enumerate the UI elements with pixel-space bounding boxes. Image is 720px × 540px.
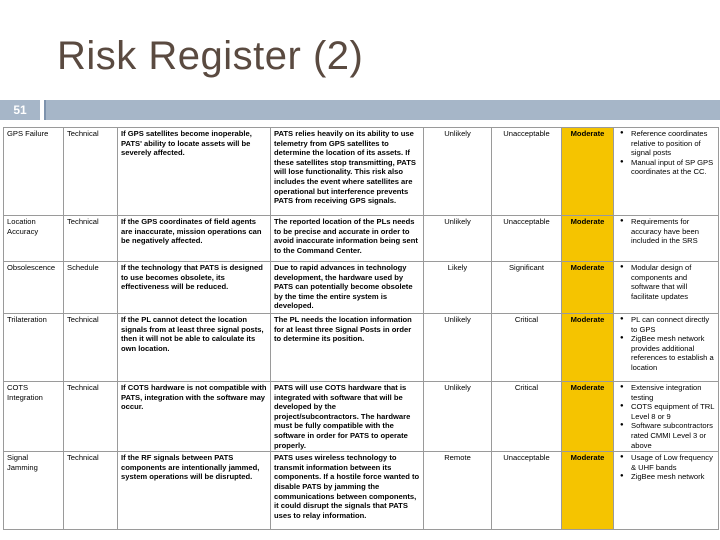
- risk-condition-cell: If the technology that PATS is designed to use becomes obsolete, its effectiveness will be reduced.: [118, 262, 271, 314]
- risk-row: [4, 314, 719, 382]
- risk-impact-cell: Significant: [492, 262, 562, 314]
- risk-consequence-cell: PATS will use COTS hardware that is integrated with software that will be developed by the project/subcontractors. The hardware must be fully compatible with the software in order for PATS to operate properly.: [271, 382, 424, 452]
- risk-impact-cell: Unacceptable: [492, 128, 562, 216]
- risk-mitigation-cell: [614, 216, 719, 262]
- risk-consequence-cell: Due to rapid advances in technology development, the hardware used by PATS can potentially become obsolete by the time the entire system is developed.: [271, 262, 424, 314]
- risk-category-cell: Technical: [64, 382, 118, 452]
- risk-level-cell: Moderate: [562, 452, 614, 530]
- risk-name-cell: Obsolescence: [4, 262, 64, 314]
- mitigation-item: ● Manual input of SP GPS coordinates at the CC.: [631, 158, 715, 177]
- risk-condition-cell: If COTS hardware is not compatible with PATS, integration with the software may occur.: [118, 382, 271, 452]
- risk-level-cell: Moderate: [562, 128, 614, 216]
- risk-name-cell: Signal Jamming: [4, 452, 64, 530]
- risk-category-cell: Technical: [64, 314, 118, 382]
- risk-row: [4, 382, 719, 452]
- mitigation-item: ● Usage of Low frequency & UHF bands: [631, 453, 715, 472]
- risk-impact-cell: Unacceptable: [492, 216, 562, 262]
- risk-mitigation-cell: [614, 314, 719, 382]
- risk-consequence-cell: The reported location of the PLs needs to be precise and accurate in order to avoid inaccurate information being sent to the Command Center.: [271, 216, 424, 262]
- mitigation-item: ● Requirements for accuracy have been included in the SRS: [631, 217, 715, 246]
- mitigation-list: [617, 129, 715, 177]
- risk-condition-cell: If GPS satellites become inoperable, PATS' ability to locate assets will be severely affected.: [118, 128, 271, 216]
- risk-level-cell: Moderate: [562, 262, 614, 314]
- risk-condition-cell: If the RF signals between PATS components are intentionally jammed, system operations will be disrupted.: [118, 452, 271, 530]
- risk-mitigation-cell: [614, 128, 719, 216]
- risk-register-table: [3, 127, 719, 530]
- slide-title: Risk Register (2): [57, 34, 364, 78]
- risk-category-cell: Schedule: [64, 262, 118, 314]
- risk-level-cell: Moderate: [562, 382, 614, 452]
- risk-level-cell: Moderate: [562, 216, 614, 262]
- risk-category-cell: Technical: [64, 216, 118, 262]
- risk-mitigation-cell: [614, 262, 719, 314]
- risk-impact-cell: Critical: [492, 314, 562, 382]
- risk-row: [4, 262, 719, 314]
- mitigation-item: ● Extensive integration testing: [631, 383, 715, 402]
- risk-consequence-cell: The PL needs the location information for at least three Signal Posts in order to determine its position.: [271, 314, 424, 382]
- mitigation-list: [617, 263, 715, 301]
- mitigation-list: [617, 453, 715, 482]
- header-bar: [44, 100, 720, 120]
- risk-name-cell: COTS Integration: [4, 382, 64, 452]
- risk-name-cell: Trilateration: [4, 314, 64, 382]
- mitigation-item: ● Reference coordinates relative to position of signal posts: [631, 129, 715, 158]
- mitigation-item: ● Software subcontractors rated CMMI Level 3 or above: [631, 421, 715, 450]
- mitigation-list: [617, 315, 715, 373]
- risk-consequence-cell: PATS uses wireless technology to transmit information between its components. If a hostile force wanted to disable PATS by jamming the communications between components, it could disrupt the signals that PATS uses to relay information.: [271, 452, 424, 530]
- risk-name-cell: Location Accuracy: [4, 216, 64, 262]
- risk-impact-cell: Critical: [492, 382, 562, 452]
- risk-level-cell: Moderate: [562, 314, 614, 382]
- risk-condition-cell: If the PL cannot detect the location signals from at least three signal posts, then it will not be able to calculate its own location.: [118, 314, 271, 382]
- risk-row: [4, 216, 719, 262]
- risk-row: [4, 128, 719, 216]
- risk-name-cell: GPS Failure: [4, 128, 64, 216]
- mitigation-list: [617, 217, 715, 246]
- risk-probability-cell: Unlikely: [424, 382, 492, 452]
- risk-consequence-cell: PATS relies heavily on its ability to use telemetry from GPS satellites to determine the location of its assets. If these satellites stop transmitting, PATS will lose functionality. This risk also includes the event where satellites are operational but interference prevents PATS from receiving GPS signals.: [271, 128, 424, 216]
- mitigation-item: ● ZigBee mesh network provides additional references to establish a location: [631, 334, 715, 372]
- mitigation-item: ● PL can connect directly to GPS: [631, 315, 715, 334]
- risk-category-cell: Technical: [64, 128, 118, 216]
- risk-mitigation-cell: [614, 452, 719, 530]
- mitigation-list: [617, 383, 715, 450]
- slide-number: 51: [0, 100, 40, 120]
- risk-probability-cell: Remote: [424, 452, 492, 530]
- mitigation-item: ● Modular design of components and software that will facilitate updates: [631, 263, 715, 301]
- header-bar-accent: [44, 100, 46, 120]
- risk-row: [4, 452, 719, 530]
- risk-probability-cell: Unlikely: [424, 128, 492, 216]
- risk-probability-cell: Likely: [424, 262, 492, 314]
- risk-category-cell: Technical: [64, 452, 118, 530]
- mitigation-item: ● ZigBee mesh network: [631, 472, 715, 482]
- risk-mitigation-cell: [614, 382, 719, 452]
- risk-impact-cell: Unacceptable: [492, 452, 562, 530]
- risk-probability-cell: Unlikely: [424, 216, 492, 262]
- mitigation-item: ● COTS equipment of TRL Level 8 or 9: [631, 402, 715, 421]
- risk-probability-cell: Unlikely: [424, 314, 492, 382]
- risk-condition-cell: If the GPS coordinates of field agents are inaccurate, mission operations can be negatively affected.: [118, 216, 271, 262]
